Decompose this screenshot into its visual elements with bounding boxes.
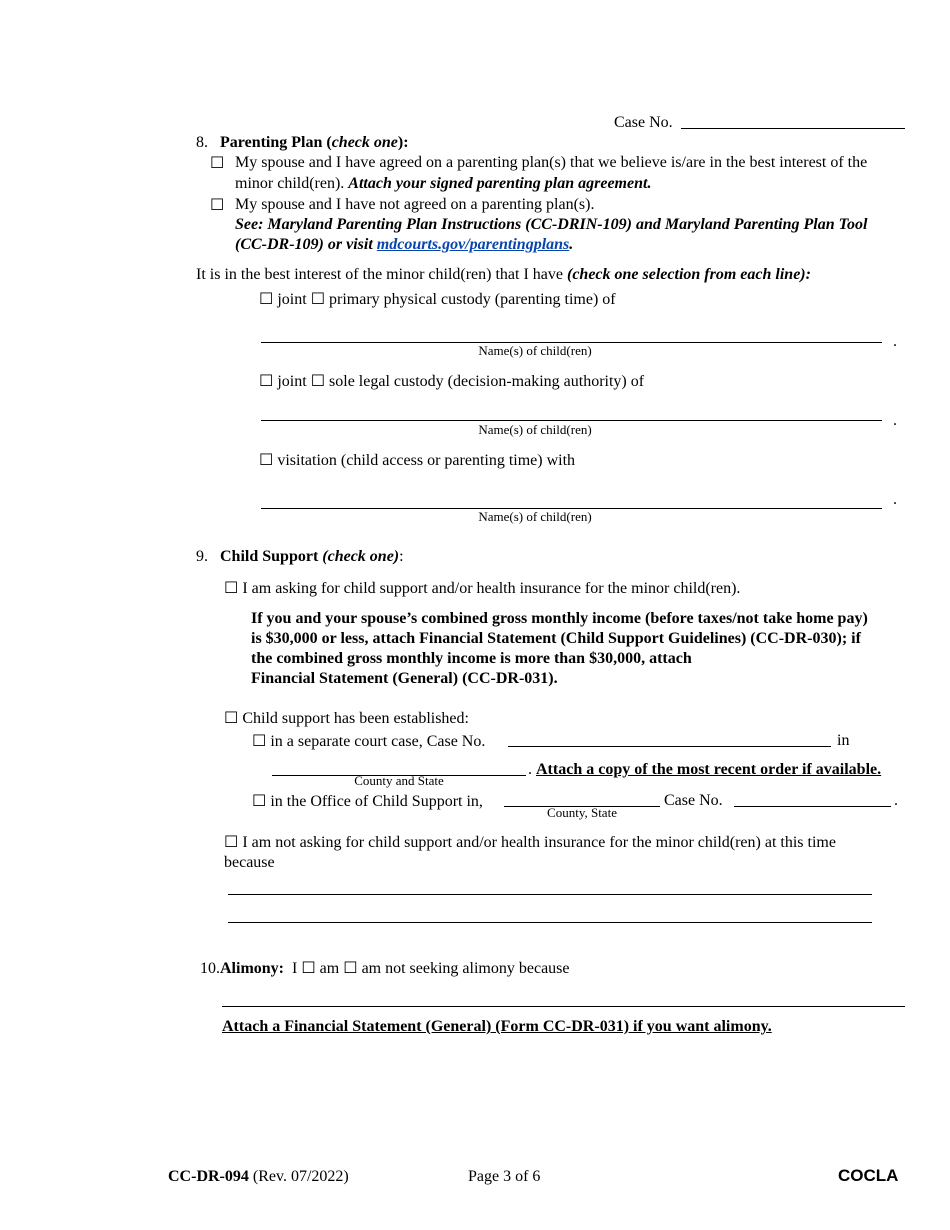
child-support-asking-line: ☐ I am asking for child support and/or health insurance for the minor child(ren). — [224, 578, 741, 597]
support-established-checkbox[interactable]: ☐ — [224, 708, 239, 727]
alimony-attach-instruction: Attach a Financial Statement (General) (Form CC-DR-031) if you want alimony. — [222, 1018, 772, 1035]
office-child-support-checkbox[interactable]: ☐ — [252, 791, 267, 810]
visitation-period: . — [893, 491, 897, 508]
parenting-plan-agreed-checkbox[interactable]: ☐ — [210, 153, 225, 172]
not-asking-reason-line-2[interactable] — [228, 922, 872, 923]
office-case-label: Case No. — [664, 792, 723, 809]
office-child-support-line: ☐ in the Office of Child Support in, — [252, 791, 483, 810]
income-instructions-1: If you and your spouse’s combined gross monthly income (before taxes/not take home pay) — [251, 610, 868, 627]
case-number-field[interactable] — [681, 128, 905, 129]
visitation-line: ☐ visitation (child access or parenting time) with — [259, 450, 576, 469]
office-period: . — [894, 792, 898, 809]
county-caption: County, State — [547, 805, 617, 820]
page-number: Page 3 of 6 — [468, 1168, 541, 1185]
separate-case-line: ☐ in a separate court case, Case No. — [252, 731, 486, 750]
parenting-plan-not-agreed-text: My spouse and I have not agreed on a parenting plan(s). — [235, 196, 595, 213]
parenting-plan-agreed-text: My spouse and I have agreed on a parenting plan(s) that we believe is/are in the best interest of the — [235, 154, 868, 171]
section-9-heading: 9. Child Support (check one): — [196, 548, 404, 565]
income-instructions-2: is $30,000 or less, attach Financial Statement (Child Support Guidelines) (CC-DR-030); if — [251, 630, 861, 647]
legal-sole-checkbox[interactable]: ☐ — [310, 371, 326, 390]
case-number-label: Case No. — [614, 114, 673, 131]
legal-names-caption: Name(s) of child(ren) — [478, 422, 592, 437]
parenting-plan-agreed-text-2: minor child(ren). Attach your signed parenting plan agreement. — [235, 175, 652, 192]
alimony-am-not-checkbox[interactable]: ☐ — [343, 958, 358, 977]
physical-primary-checkbox[interactable]: ☐ — [310, 289, 326, 308]
county-state-caption: County and State — [354, 773, 444, 788]
alimony-reason-field[interactable] — [222, 1006, 905, 1007]
attach-copy-line: . Attach a copy of the most recent order if available. — [528, 761, 882, 778]
alimony-am-checkbox[interactable]: ☐ — [301, 958, 316, 977]
physical-joint-checkbox[interactable]: ☐ — [259, 289, 274, 308]
section-8-heading: 8. Parenting Plan (check one): — [196, 134, 409, 151]
income-instructions-4: Financial Statement (General) (CC-DR-031). — [251, 670, 558, 687]
separate-case-number-field[interactable] — [508, 746, 831, 747]
physical-custody-line: ☐ joint ☐ primary physical custody (parenting time) of — [259, 289, 616, 308]
legal-custody-names-field[interactable] — [261, 420, 882, 421]
not-asking-line: ☐ I am not asking for child support and/or health insurance for the minor child(ren) at this time — [224, 832, 836, 851]
parenting-plan-instructions-note: See: Maryland Parenting Plan Instructions (CC-DRIN-109) and Maryland Parenting Plan Tool — [235, 216, 868, 233]
parenting-plan-instructions-note-2: (CC-DR-109) or visit mdcourts.gov/parentingplans. — [235, 236, 574, 253]
parenting-plans-link[interactable]: mdcourts.gov/parentingplans — [376, 236, 570, 253]
legal-custody-period: . — [893, 412, 897, 429]
income-instructions-3: the combined gross monthly income is more than $30,000, attach — [251, 650, 692, 667]
physical-names-caption: Name(s) of child(ren) — [478, 343, 592, 358]
brand-logo-text: COCLA — [838, 1166, 899, 1185]
custody-intro: It is in the best interest of the minor child(ren) that I have (check one selection from each line): — [196, 266, 811, 283]
legal-custody-line: ☐ joint ☐ sole legal custody (decision-making authority) of — [259, 371, 645, 390]
physical-custody-period: . — [893, 333, 897, 350]
not-asking-because: because — [224, 854, 275, 871]
separate-case-in: in — [837, 732, 850, 749]
support-established-line: ☐ Child support has been established: — [224, 708, 469, 727]
not-asking-reason-line-1[interactable] — [228, 894, 872, 895]
office-case-number-field[interactable] — [734, 806, 891, 807]
separate-case-checkbox[interactable]: ☐ — [252, 731, 267, 750]
parenting-plan-not-agreed-checkbox[interactable]: ☐ — [210, 195, 225, 214]
legal-joint-checkbox[interactable]: ☐ — [259, 371, 274, 390]
child-support-asking-checkbox[interactable]: ☐ — [224, 578, 239, 597]
visitation-checkbox[interactable]: ☐ — [259, 450, 274, 469]
visitation-names-caption: Name(s) of child(ren) — [478, 509, 592, 524]
section-10-heading: 10.Alimony: I ☐ am ☐ am not seeking alimony because — [200, 958, 570, 977]
form-id: CC-DR-094 (Rev. 07/2022) — [168, 1168, 349, 1185]
not-asking-checkbox[interactable]: ☐ — [224, 832, 239, 851]
